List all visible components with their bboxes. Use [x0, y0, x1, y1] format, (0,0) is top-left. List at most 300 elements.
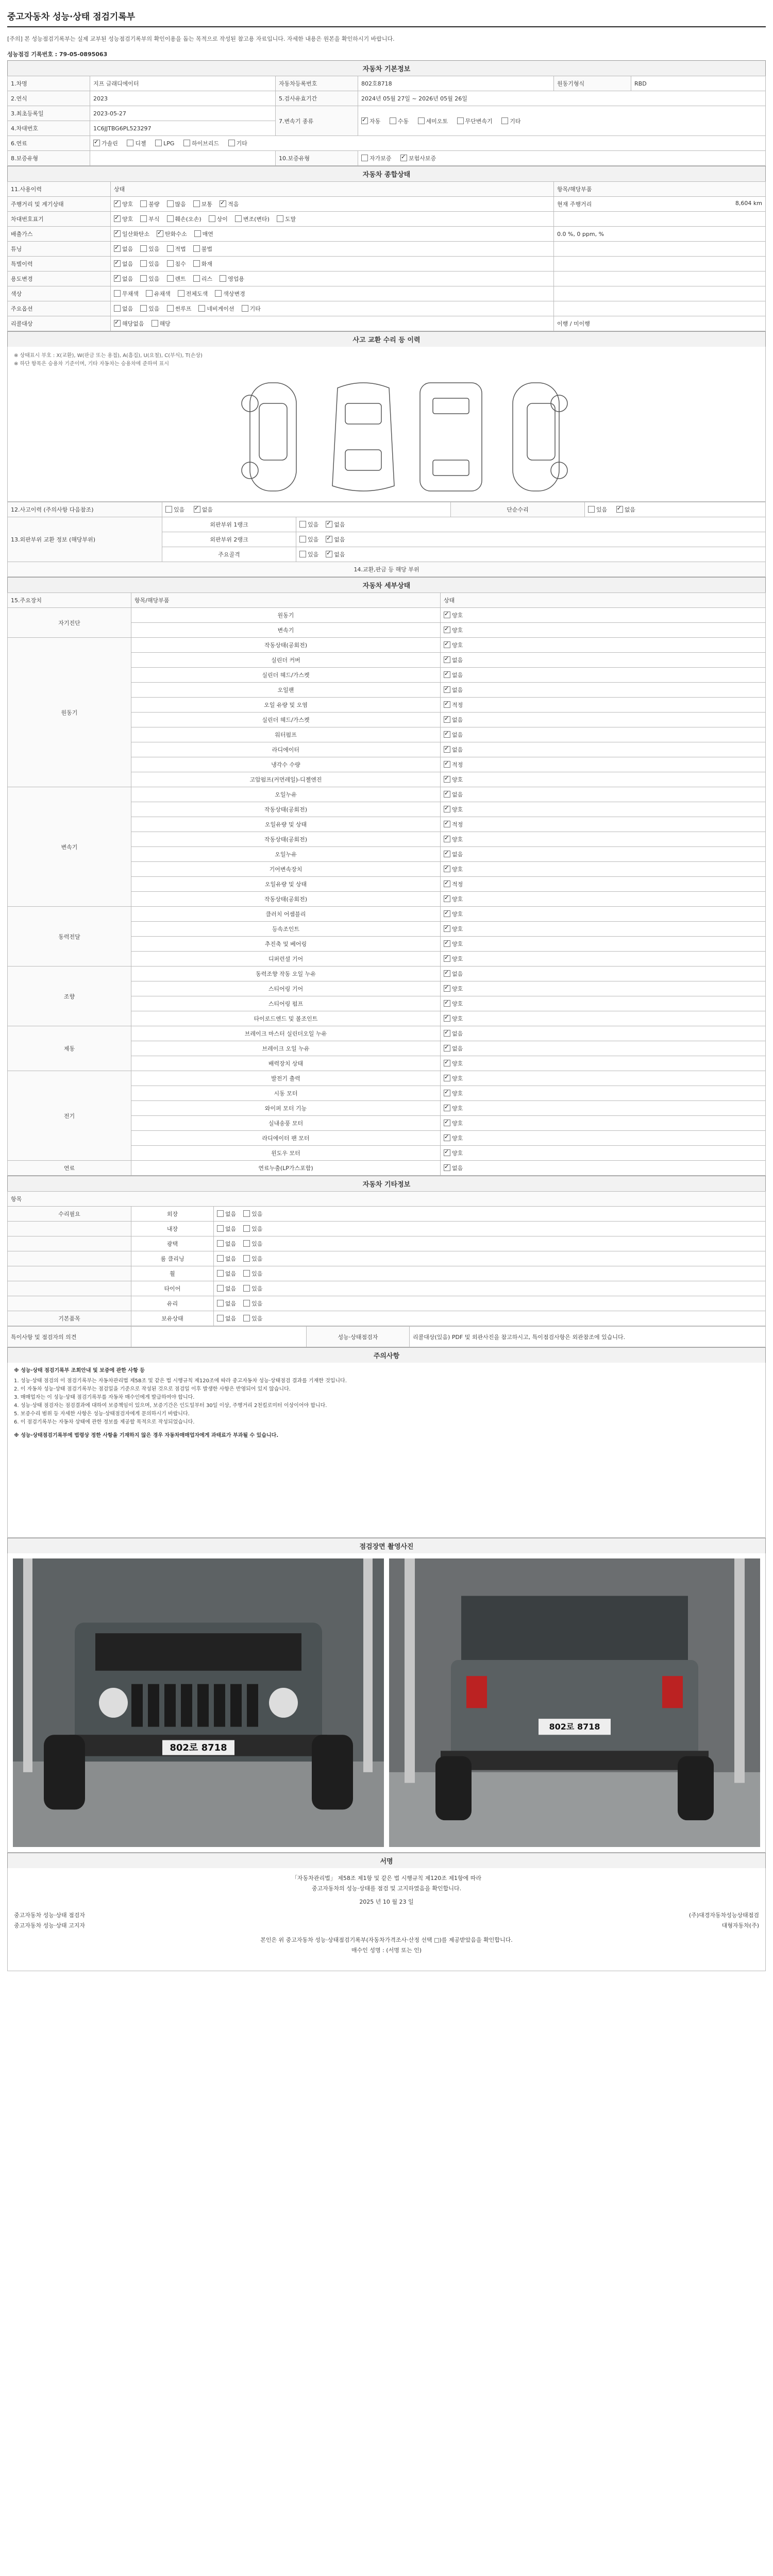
option-label: 있음	[148, 261, 160, 267]
option-label: 없음	[225, 1315, 237, 1322]
panel-area-title: 14.교환,판금 등 해당 부위	[8, 562, 766, 577]
checkbox	[194, 506, 200, 513]
option-label: 양호	[452, 896, 463, 903]
item-label: 타이로드엔드 및 볼조인트	[131, 1011, 441, 1026]
item-status	[441, 757, 766, 772]
simple-repair-options	[585, 502, 766, 517]
item-status	[441, 1161, 766, 1176]
table-row	[8, 286, 766, 301]
table-row	[8, 1251, 766, 1266]
option	[193, 201, 212, 208]
group-label: 변속기	[8, 787, 131, 907]
option-label: 적정	[452, 761, 463, 768]
option	[444, 911, 463, 918]
item-status	[441, 1071, 766, 1086]
group-label: 동력전달	[8, 907, 131, 967]
notes-head: ※ 성능·상태 점검기록부 조회안내 및 보증에 관한 사항 등	[14, 1368, 145, 1374]
option	[444, 1030, 463, 1037]
receipt-text: 본인은 위 중고자동차 성능·상태점검기록부(자동차가격조사·산정 선택 □)를 제공받았음을 확인합니다.	[260, 1937, 513, 1943]
option-label: 양호	[452, 806, 463, 813]
option	[140, 216, 159, 223]
inspector-label: 중고자동차 성능·상태 점검자	[14, 1912, 86, 1919]
row-sub-label: 외판부위 1랭크	[162, 517, 296, 532]
inspection-photo-rear	[389, 1558, 760, 1847]
option	[114, 306, 133, 312]
item-status	[441, 1026, 766, 1041]
checkbox	[114, 200, 121, 207]
option-label: 양호	[452, 1135, 463, 1142]
item-status	[214, 1311, 766, 1326]
opinion-label: 특이사항 및 점검자의 의견	[8, 1327, 131, 1347]
item-status	[214, 1281, 766, 1296]
option	[167, 306, 192, 312]
option	[444, 776, 463, 783]
row-label: 주행거리 및 계기상태	[8, 197, 111, 212]
item-label: 타이어	[131, 1281, 214, 1296]
option-label: 양호	[452, 1015, 463, 1022]
item-status	[441, 967, 766, 981]
checkbox	[193, 245, 200, 252]
checkbox	[165, 506, 172, 513]
photos-panel	[7, 1553, 766, 1853]
group-label	[8, 1222, 131, 1236]
option	[444, 866, 463, 873]
basic-label: 자동차등록번호	[276, 76, 358, 91]
option-label: 없음	[225, 1241, 237, 1247]
basic-value: 1C6JJTBG6PL523297	[90, 121, 276, 136]
option	[243, 1285, 262, 1292]
checkbox	[140, 275, 147, 282]
option-label: 적정	[452, 821, 463, 828]
inspection-photo-front	[13, 1558, 384, 1847]
note-line: 4. 성능·상태 점검자는 점검결과에 대하여 보증책임이 있으며, 보증기간은 인도일부터 30일 이상, 주행거리 2천킬로미터 이상이어야 합니다.	[14, 1403, 327, 1409]
checkbox	[167, 275, 174, 282]
notes-panel	[7, 1363, 766, 1538]
checkbox	[114, 245, 121, 252]
checkbox	[194, 230, 201, 237]
table-row	[8, 227, 766, 242]
group-label: 연료	[8, 1161, 131, 1176]
table-row	[8, 638, 766, 653]
row-note	[554, 316, 766, 331]
checkbox	[299, 551, 306, 557]
row-sub-label: 외판부위 2랭크	[162, 532, 296, 547]
option	[140, 306, 159, 312]
option-label: 없음	[225, 1270, 237, 1277]
option-label: 부식	[148, 216, 160, 223]
item-status	[441, 981, 766, 996]
document	[7, 0, 766, 1971]
option-label: 없음	[334, 536, 345, 543]
checkbox	[390, 117, 396, 124]
item-label: 룸 클리닝	[131, 1251, 214, 1266]
sign-line-2: 중고자동차의 성능·상태를 점검 및 고지하였음을 확인합니다.	[311, 1885, 462, 1892]
item-status	[214, 1222, 766, 1236]
notice-text: [주의] 본 성능점검기록부는 실제 교부된 성능점검기록부의 확인이용을 돕는 목적으로 작성된 참고용 자료입니다. 자세한 내용은 원본을 확인하시기 바랍니다.	[7, 36, 395, 42]
car-outline-diagram	[8, 347, 766, 501]
checkbox	[198, 305, 205, 312]
checkbox	[140, 260, 147, 267]
option-label: 훼손(오손)	[175, 216, 201, 223]
item-status	[441, 787, 766, 802]
option-label: 기타	[236, 140, 247, 147]
option-label: 자동	[369, 117, 381, 125]
checkbox	[444, 1120, 450, 1126]
checkbox	[243, 1300, 250, 1307]
option-label: LPG	[163, 140, 175, 147]
option	[114, 261, 133, 267]
option	[235, 216, 270, 223]
option	[444, 761, 463, 768]
option	[444, 821, 463, 828]
item-status	[441, 742, 766, 757]
option	[444, 941, 463, 947]
row-note	[554, 212, 766, 227]
table-row	[8, 242, 766, 257]
option-label: 영업용	[228, 276, 244, 282]
row-note-text: 이행 / 미이행	[557, 320, 590, 327]
status-options	[111, 212, 554, 227]
option-label: 있음	[148, 306, 160, 312]
checkbox	[444, 880, 450, 887]
option	[167, 276, 186, 282]
checkbox	[444, 626, 450, 633]
option	[444, 627, 463, 634]
item-status	[441, 772, 766, 787]
option	[215, 291, 245, 297]
row-label: 색상	[8, 286, 111, 301]
plate-text-rear: 802로 8718	[549, 1721, 600, 1732]
basic-value: 802호8718	[358, 76, 554, 91]
notifier-label: 중고자동차 성능·상태 고지자	[14, 1922, 86, 1929]
option-label: 없음	[225, 1211, 237, 1217]
group-label: 제동	[8, 1026, 131, 1071]
status-options	[111, 301, 554, 316]
checkbox	[243, 1285, 250, 1292]
option	[444, 1150, 463, 1157]
row-label: 배출가스	[8, 227, 111, 242]
item-label: 작동상태(공회전)	[131, 892, 441, 907]
option	[217, 1300, 236, 1307]
checkbox	[444, 656, 450, 663]
row-note-value: 8,604 km	[735, 200, 762, 207]
checkbox	[444, 866, 450, 872]
option-label: 있음	[251, 1315, 263, 1322]
row-note	[554, 227, 766, 242]
checkbox	[616, 506, 623, 513]
notifier-name: 대형자동차(주)	[721, 1922, 759, 1929]
option	[444, 1015, 463, 1022]
checkbox	[299, 536, 306, 543]
option-label: 양호	[452, 926, 463, 933]
basic-label: 원동기형식	[554, 76, 631, 91]
column-header: 항목	[8, 1192, 766, 1207]
item-status	[441, 817, 766, 832]
general-table	[7, 181, 766, 331]
option	[243, 1241, 262, 1247]
fuel-options	[90, 136, 766, 151]
panel-options	[296, 532, 766, 547]
option-label: 많음	[175, 201, 186, 208]
option	[444, 836, 463, 843]
checkbox	[243, 1210, 250, 1217]
option-label: 없음	[122, 306, 133, 312]
option	[198, 306, 234, 312]
checkbox	[140, 305, 147, 312]
row-label: 특별이력	[8, 257, 111, 272]
checkbox	[140, 200, 147, 207]
item-status	[441, 713, 766, 727]
checkbox	[444, 1105, 450, 1111]
option-label: 없음	[452, 1165, 463, 1172]
item-label: 보유상태	[131, 1311, 214, 1326]
option-label: 색상변경	[223, 291, 245, 297]
table-row	[8, 301, 766, 316]
transmission-options	[358, 106, 766, 136]
item-status	[441, 832, 766, 847]
checkbox	[444, 641, 450, 648]
checkbox	[217, 1225, 224, 1232]
checkbox	[444, 791, 450, 798]
item-label: 브레이크 마스터 실린더오일 누유	[131, 1026, 441, 1041]
checkbox	[235, 215, 242, 222]
table-row	[8, 1296, 766, 1311]
basic-label: 6.연료	[8, 136, 90, 151]
option-label: 있음	[174, 506, 185, 513]
checkbox	[243, 1315, 250, 1321]
note-line: 3. 매매업자는 이 성능·상태 점검기록부를 자동차 매수인에게 발급하여야 합니다.	[14, 1395, 195, 1400]
group-label: 전기	[8, 1071, 131, 1161]
checkbox	[146, 290, 153, 297]
item-label: 발전기 출력	[131, 1071, 441, 1086]
option	[217, 1256, 236, 1262]
group-label: 원동기	[8, 638, 131, 787]
inspector-name: (주)대경자동차성능상태점검	[688, 1912, 759, 1919]
opinion-blank	[131, 1327, 307, 1347]
option-label: 적음	[228, 201, 239, 208]
plate-text-front: 802로 8718	[170, 1742, 227, 1753]
option	[146, 291, 171, 297]
option-label: 양호	[452, 956, 463, 962]
checkbox	[140, 245, 147, 252]
checkbox	[217, 1240, 224, 1247]
option	[444, 747, 463, 753]
item-label: 오일팬	[131, 683, 441, 698]
option	[140, 246, 159, 252]
option-label: 있음	[251, 1300, 263, 1307]
option-label: 무채색	[122, 291, 139, 297]
basic-value: 2023-05-27	[90, 106, 276, 121]
row-label: 13.외판부위 교환 정보 (해당부위)	[8, 517, 162, 562]
status-options	[111, 197, 554, 212]
item-status	[441, 638, 766, 653]
option-label: 없음	[452, 1045, 463, 1052]
option	[220, 276, 244, 282]
checkbox	[444, 806, 450, 812]
checkbox	[444, 925, 450, 932]
option-label: 없음	[225, 1300, 237, 1307]
table-row	[8, 787, 766, 802]
option	[242, 306, 261, 312]
checkbox	[183, 140, 190, 146]
option-label: 보험사보증	[409, 155, 436, 162]
option	[444, 881, 463, 888]
checkbox	[217, 1300, 224, 1307]
checkbox	[243, 1240, 250, 1247]
option-label: 리스	[201, 276, 213, 282]
group-label: 수리필요	[8, 1207, 131, 1222]
basic-section-title: 자동차 기본정보	[7, 60, 766, 76]
column-header: 항목/해당부품	[554, 182, 766, 197]
option	[167, 261, 186, 267]
panel-options	[296, 547, 766, 562]
item-status	[441, 668, 766, 683]
item-label: 휠	[131, 1266, 214, 1281]
option-label: 수동	[397, 117, 409, 125]
option	[193, 276, 212, 282]
option-label: 양호	[452, 1105, 463, 1112]
checkbox	[114, 230, 121, 237]
option-label: 무단변속기	[465, 117, 493, 125]
checkbox	[167, 200, 174, 207]
column-header: 항목/해당부품	[131, 593, 441, 608]
notes-section-title: 주의사항	[7, 1347, 766, 1363]
photos-section-title: 점검장면 촬영사진	[7, 1538, 766, 1553]
car-diagram-panel	[7, 347, 766, 502]
checkbox	[93, 140, 100, 146]
table-row	[8, 1071, 766, 1086]
basic-value: 2023	[90, 91, 276, 106]
checkbox	[457, 117, 464, 124]
option-label: 있음	[251, 1256, 263, 1262]
checkbox	[444, 1015, 450, 1022]
checkbox	[167, 260, 174, 267]
option-label: 있음	[251, 1285, 263, 1292]
jeep-rear-illustration	[389, 1558, 760, 1847]
option-label: 없음	[122, 276, 133, 282]
row-note-text: 현재 주행거리	[557, 201, 592, 208]
panel-options	[296, 517, 766, 532]
checkbox	[155, 140, 162, 146]
detail-section-title: 자동차 세부상태	[7, 577, 766, 592]
checkbox	[444, 731, 450, 738]
checkbox	[444, 1149, 450, 1156]
item-status	[214, 1251, 766, 1266]
sign-section-title: 서명	[7, 1853, 766, 1868]
option-label: 썬루프	[175, 306, 192, 312]
option	[444, 687, 463, 693]
row-note	[554, 272, 766, 286]
checkbox	[243, 1225, 250, 1232]
option-label: 양호	[452, 1075, 463, 1082]
option	[194, 231, 213, 238]
checkbox	[193, 275, 200, 282]
checkbox	[444, 910, 450, 917]
item-label: 작동상태(공회전)	[131, 832, 441, 847]
option	[444, 1165, 463, 1172]
option-label: 자가보증	[369, 155, 392, 162]
option-label: 양호	[452, 1090, 463, 1097]
basic-label: 5.검사유효기간	[276, 91, 358, 106]
checkbox	[217, 1255, 224, 1262]
checkbox	[157, 230, 163, 237]
table-row	[8, 1311, 766, 1326]
item-status	[214, 1207, 766, 1222]
option-label: 탄화수소	[165, 231, 187, 238]
item-status	[214, 1236, 766, 1251]
item-status	[441, 996, 766, 1011]
column-header: 11.사용이력	[8, 182, 111, 197]
table-row	[8, 907, 766, 922]
item-label: 스티어링 펌프	[131, 996, 441, 1011]
basic-label: 2.연식	[8, 91, 90, 106]
item-status	[441, 922, 766, 937]
option-label: 기타	[249, 306, 261, 312]
item-label: 기어변속장치	[131, 862, 441, 877]
option-label: 하이브리드	[191, 140, 220, 147]
checkbox	[277, 215, 283, 222]
checkbox	[114, 275, 121, 282]
option	[114, 231, 149, 238]
group-label: 조향	[8, 967, 131, 1026]
basic-label: 4.차대번호	[8, 121, 90, 136]
option	[444, 1060, 463, 1067]
item-label: 와이퍼 모터 기능	[131, 1101, 441, 1116]
checkbox	[114, 215, 121, 222]
checkbox	[217, 1270, 224, 1277]
item-status	[441, 892, 766, 907]
item-label: 추진축 및 베어링	[131, 937, 441, 952]
option-label: 있음	[308, 551, 319, 558]
option-label: 없음	[452, 1030, 463, 1037]
basic-value: RBD	[631, 76, 766, 91]
checkbox	[167, 305, 174, 312]
checkbox	[193, 260, 200, 267]
checkbox	[114, 290, 121, 297]
option	[114, 276, 133, 282]
option	[444, 672, 463, 679]
table-row	[8, 1207, 766, 1222]
option	[167, 216, 201, 223]
checkbox	[444, 701, 450, 708]
item-label: 디퍼런셜 기어	[131, 952, 441, 967]
option-label: 양호	[452, 1060, 463, 1067]
item-status	[441, 847, 766, 862]
checkbox	[243, 1255, 250, 1262]
table-row	[8, 257, 766, 272]
option-label: 없음	[225, 1256, 237, 1262]
option-label: 양호	[452, 1001, 463, 1007]
checkbox	[243, 1270, 250, 1277]
exterior-table	[7, 502, 766, 577]
option-label: 일산화탄소	[122, 231, 150, 238]
option	[444, 642, 463, 649]
group-label	[8, 1266, 131, 1281]
option	[217, 1270, 236, 1277]
item-status	[441, 1146, 766, 1161]
option	[217, 1211, 236, 1217]
option-label: 양호	[452, 941, 463, 947]
item-label: 실린더 헤드/가스켓	[131, 668, 441, 683]
row-label: 차대번호표기	[8, 212, 111, 227]
option-label: 변조(변타)	[243, 216, 270, 223]
option-label: 기타	[510, 117, 521, 125]
option-label: 있음	[251, 1270, 263, 1277]
option-label: 양호	[452, 911, 463, 918]
option	[444, 702, 463, 708]
option-label: 없음	[334, 521, 345, 528]
option	[444, 1001, 463, 1007]
